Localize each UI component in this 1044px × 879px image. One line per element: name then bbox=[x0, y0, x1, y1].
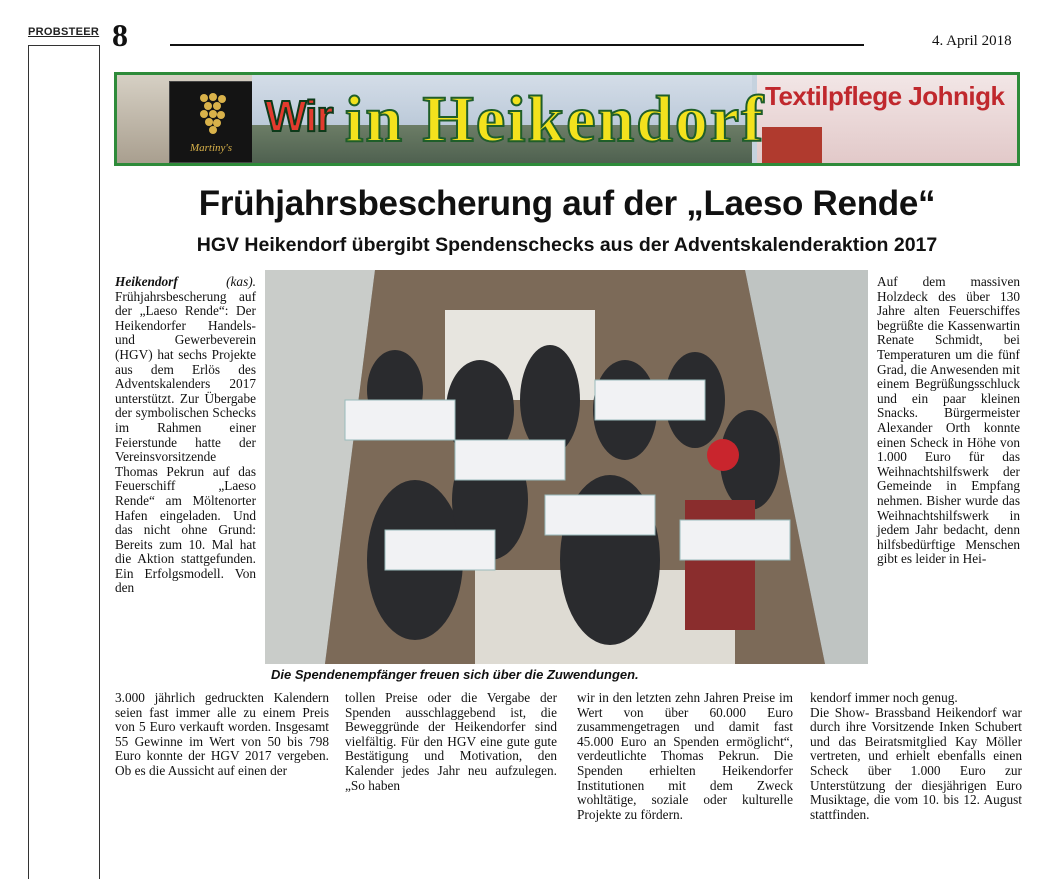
martinys-logo bbox=[169, 81, 253, 163]
margin-rule-left bbox=[28, 45, 29, 879]
grapes-icon bbox=[192, 88, 232, 136]
issue-date: 4. April 2018 bbox=[932, 33, 1012, 49]
column-left-text: Frühjahrsbescherung auf der „Laeso Rende“: Der Heikendorfer Handels- und Gewerbeverein (HGV) hat sechs Projekte aus dem Erlös des Adventskalenders 2017 unterstützt. Zur Übergabe der symbolischen Schecks im Rahmen einer Feierstunde hatte der Vereinsvorsitzende Thomas Pekrun auf das Feuerschiff „Laeso Rende“ am Möltenorter Hafen eingeladen. Und das nicht ohne Grund: Bereits zum 10. Mal hat die Aktion stattgefunden. Ein Erfolgsmodell. Von den bbox=[115, 288, 256, 596]
article-photo bbox=[265, 270, 868, 664]
column-b2-text: tollen Preise oder die Vergabe der Spenden ausschlaggebend ist, die Beweggründe der Heikendorfer sind vielfältig. Für den HGV eine gute gute Bestätigung und Motivation, den Kalender jedes Jahr neu aufzulegen. „So haben bbox=[345, 690, 557, 793]
article-column-bottom-1 bbox=[115, 691, 329, 779]
dateline-author: (kas). bbox=[226, 274, 256, 289]
article-column-bottom-2 bbox=[345, 691, 557, 793]
masthead-banner bbox=[114, 72, 1020, 166]
margin-rule-right bbox=[99, 45, 100, 879]
shop-sign: Textilpflege Johnigk bbox=[765, 81, 1005, 111]
article-subheadline: HGV Heikendorf übergibt Spendenschecks aus der Adventskalenderaktion 2017 bbox=[196, 234, 938, 256]
shop-awning bbox=[762, 127, 822, 163]
article-column-left bbox=[115, 275, 256, 596]
photo-caption: Die Spendenempfänger freuen sich über die Zuwendungen. bbox=[271, 667, 639, 682]
article-column-bottom-3 bbox=[577, 691, 793, 822]
column-b4-text-1: kendorf immer noch genug. bbox=[810, 690, 958, 705]
banner-title: in Heikendorf bbox=[345, 83, 766, 156]
article-column-bottom-4 bbox=[810, 691, 1022, 822]
header-rule bbox=[170, 44, 864, 46]
page-number: 8 bbox=[112, 17, 128, 53]
margin-rule-top bbox=[28, 45, 100, 46]
logo-text: Martiny's bbox=[189, 142, 233, 154]
column-right-text: Auf dem massiven Holzdeck des über 130 Jahre alten Feuerschiffes begrüßte die Kassenwartin Renate Schmidt, bei Temperaturen um die fünf Grad, die Anwesenden mit einem Begrüßungsschluck und ein paar kleinen Snacks. Bürgermeister Alexander Orth konnte einen Scheck in Höhe von 1.000 Euro für das Weihnachtshilfswerk der Gemeinde in Empfang nehmen. Bisher wurde das Weihnachtshilfswerk in jedem Jahr bedacht, denn hilfsbedürftige Menschen gibt es leider in Hei- bbox=[877, 274, 1020, 567]
dateline-place: Heikendorf bbox=[115, 274, 178, 289]
column-b4-text-2: Die Show- Brassband Heikendorf war durch ihre Vorsitzende Inken Schubert und das Beiratsmitglied Kay Möller vertreten, und erhielt ebenfalls einen Scheck über 1.000 Euro zur Unterstützung der diesjährigen Euro Musiktage, die vom 10. bis 12. August stattfinden. bbox=[810, 704, 1022, 822]
group-photo-illustration bbox=[265, 270, 868, 664]
column-b3-text: wir in den letzten zehn Jahren Preise im Wert von über 60.000 Euro zusammengetragen und damit fast 45.000 Euro an Spenden ermöglicht“, verdeutlichte Thomas Pekrun. Die Spenden erhielten Heikendorfer Institutionen mit dem Zweck wohltätige, soziale oder kulturelle Projekte zu fördern. bbox=[577, 690, 793, 822]
section-label: PROBSTEER bbox=[28, 26, 100, 38]
article-column-right bbox=[877, 275, 1020, 567]
column-b1-text: 3.000 jährlich gedruckten Kalendern seien fast immer alle zu einem Preis von 5 Euro verkauft worden. Insgesamt 55 Gewinne im Wert von 50 bis 798 Euro konnte der HGV 2017 vergeben. Ob es die Aussicht auf einen der bbox=[115, 690, 329, 778]
article-headline: Frühjahrsbescherung auf der „Laeso Rende“ bbox=[198, 184, 936, 223]
banner-wir: Wir bbox=[265, 92, 333, 141]
